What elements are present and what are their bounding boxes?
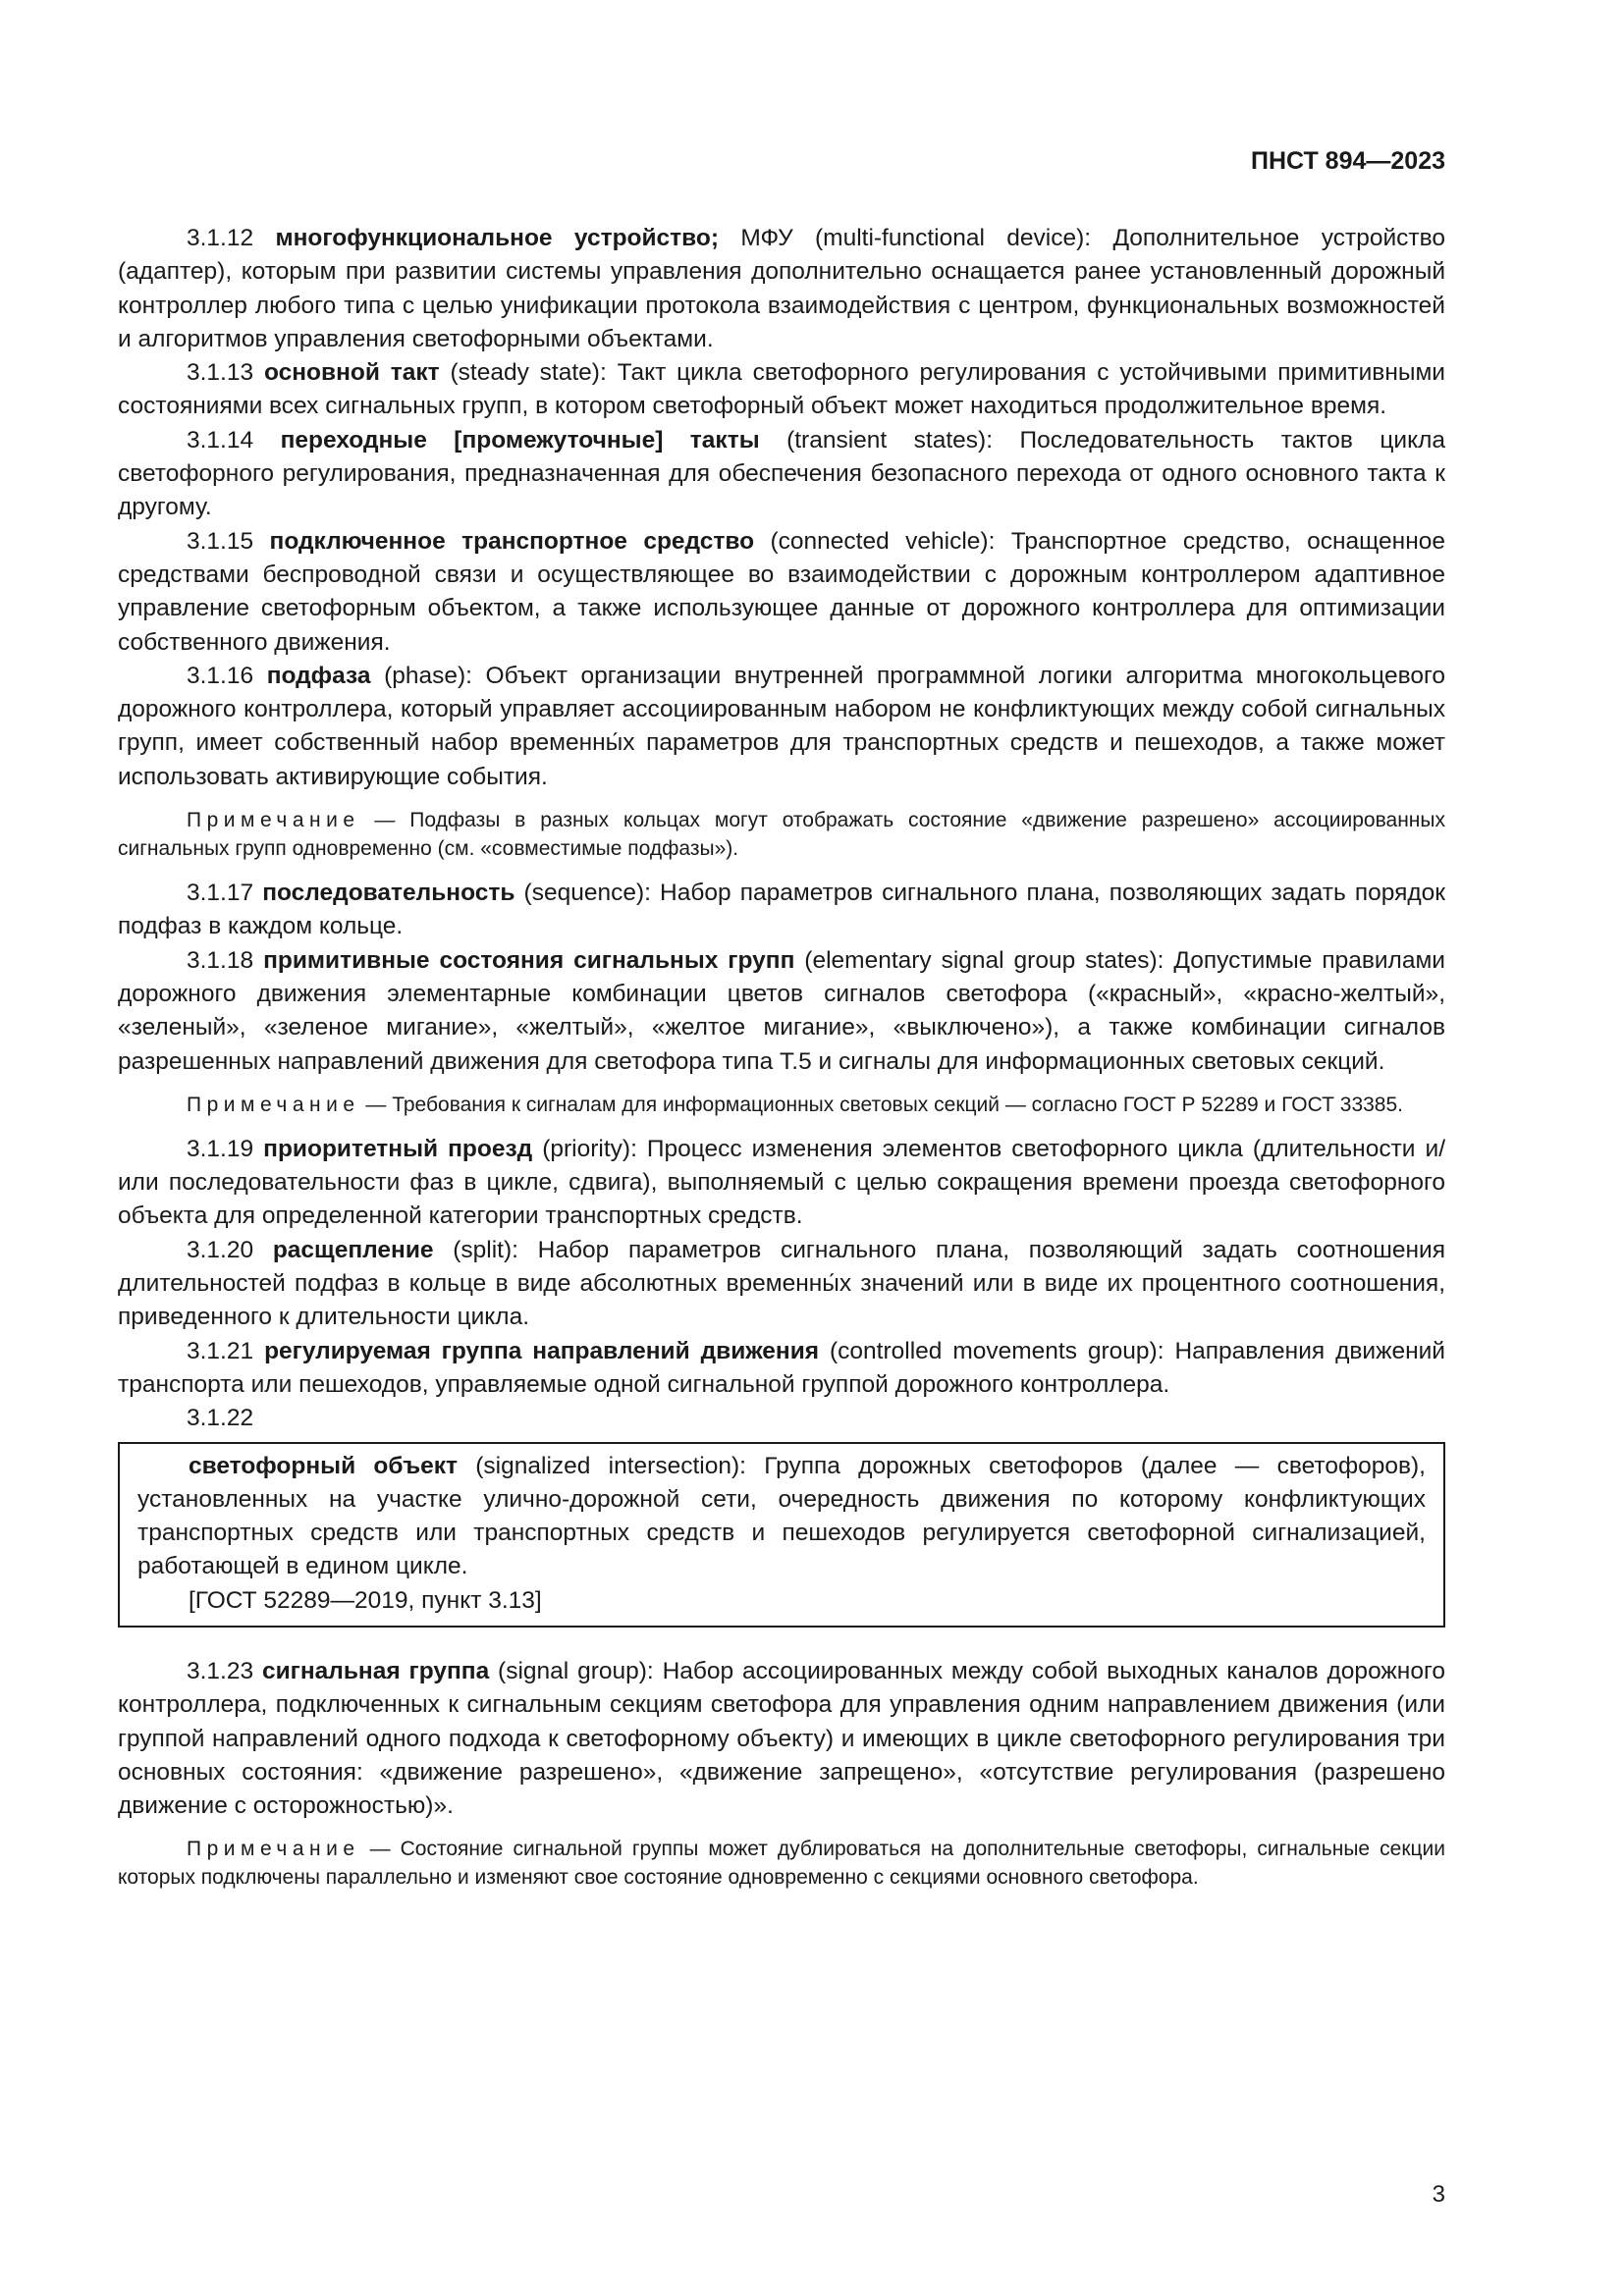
term-title: расщепление (272, 1236, 434, 1263)
note-signal-group (118, 1835, 1445, 1892)
term-definition: (controlled movements group): Направления движений транспорта или пешеходов, управляемые одной сигнальной группой дорожного контроллера. (118, 1337, 1445, 1398)
term-title: светофорный объект (189, 1452, 458, 1479)
term-number: 3.1.20 (187, 1236, 254, 1263)
definition-3-1-17 (118, 877, 1445, 944)
boxed-definition-3-1-22 (118, 1442, 1445, 1628)
term-number: 3.1.16 (187, 662, 254, 689)
definition-3-1-12 (118, 222, 1445, 356)
term-number: 3.1.18 (187, 946, 254, 974)
document-number: ПНСТ 894—2023 (1251, 147, 1445, 175)
definition-3-1-23 (118, 1655, 1445, 1823)
term-definition: (elementary signal group states): Допустимые правилами дорожного движения элементарные комбинации цветов сигналов светофора («красный», «красно-желтый», «зеленый», «зеленое мигание», «желтый», «желтое мигание», «выключено»), а также комбинации сигналов разрешенных направлений движения для светофора типа Т.5 и сигналы для информационных световых секций. (118, 946, 1445, 1075)
term-definition: (steady state): Такт цикла светофорного регулирования с устойчивыми примитивными состояниями всех сигнальных групп, в котором светофорный объект может находиться продолжительное время. (118, 359, 1445, 420)
note-subphases (118, 806, 1445, 863)
term-number: 3.1.22 (187, 1405, 254, 1432)
term-number: 3.1.21 (187, 1337, 254, 1364)
term-title: переходные [промежуточные] такты (280, 426, 760, 454)
term-number: 3.1.14 (187, 426, 254, 454)
term-number: 3.1.23 (187, 1657, 254, 1684)
term-definition: (split): Набор параметров сигнального плана, позволяющий задать соотношения длительностей подфаз в кольце в виде абсолютных временны́х значений или в виде их процентного соотношения, приведенного к длительности цикла. (118, 1236, 1445, 1331)
term-title: приоритетный проезд (263, 1135, 533, 1162)
term-title: сигнальная группа (261, 1657, 490, 1684)
term-definition: (signalized intersection): Группа дорожных светофоров (далее — светофоров), установленных на участке улично-дорожной сети, очередность движения по которому конфликтующих транспортных средств или транспортных средств и пешеходов регулируется светофорной сигнализацией, работающей в едином цикле. (137, 1452, 1426, 1580)
term-title: подфаза (266, 662, 371, 689)
term-definition: (connected vehicle): Транспортное средство, оснащенное средствами беспроводной связи и осуществляющее во взаимодействии с дорожным контроллером адаптивное управление светофорным объектом, а также использующее данные от дорожного контроллера для оптимизации собственного движения. (118, 527, 1445, 656)
note-text: — Требования к сигналам для информационных световых секций — согласно ГОСТ Р 52289 и ГОСТ 33385. (359, 1093, 1404, 1116)
term-definition: МФУ (multi-functional device): Дополнительное устройство (адаптер), которым при развитии системы управления дополнительно оснащается ранее установленный дорожный контроллер любого типа с целью унификации протокола взаимодействия с центром, функциональных возможностей и алгоритмов управления светофорными объектами. (118, 225, 1445, 352)
definition-source-reference: [ГОСТ 52289—2019, пункт 3.13] (189, 1586, 542, 1614)
definition-3-1-15 (118, 525, 1445, 660)
note-label: Примечание (187, 809, 360, 832)
term-definition: (signal group): Набор ассоциированных между собой выходных каналов дорожного контроллера, подключенных к сигнальным секциям светофора для управления одним направлением движения (или группой направлений одного подхода к светофорному объекту) и имеющих в цикле светофорного регулирования три основных состояния: «движение разрешено», «движение запрещено», «отсутствие регулирования (разрешено движение с осторожностью)». (118, 1657, 1445, 1820)
term-title: подключенное транспортное средство (269, 527, 755, 555)
term-definition: (sequence): Набор параметров сигнального плана, позволяющих задать порядок подфаз в каждом кольце. (118, 880, 1446, 940)
definition-3-1-22 (137, 1450, 1426, 1584)
definition-3-1-22-number (118, 1402, 1445, 1435)
note-text: — Подфазы в разных кольцах могут отображать состояние «движение разрешено» ассоциированных сигнальных групп одновременно (см. «совместимые подфазы»). (118, 809, 1445, 861)
term-title: основной такт (263, 359, 440, 387)
term-definition: (transient states): Последовательность тактов цикла светофорного регулирования, предназначенная для обеспечения безопасного перехода от одного основного такта к другому. (118, 426, 1446, 521)
note-text: — Состояние сигнальной группы может дублироваться на дополнительные светофоры, сигнальные секции которых подключены параллельно и изменяют свое состояние одновременно с секциями основного светофора. (118, 1838, 1445, 1890)
definition-3-1-20 (118, 1234, 1445, 1335)
term-definition: (phase): Объект организации внутренней программной логики алгоритма многокольцевого дорожного контроллера, который управляет ассоциированным набором не конфликтующих между собой сигнальных групп, имеет собственный набор временны́х параметров для транспортных средств и пешеходов, а также может использовать активирующие события. (118, 662, 1445, 790)
term-title: многофункциональное устройство; (275, 225, 720, 251)
definition-3-1-18 (118, 944, 1445, 1079)
term-title: последовательность (262, 880, 515, 907)
term-definition: (priority): Процесс изменения элементов светофорного цикла (длительности и/или последовательности фаз в цикле, сдвига), выполняемый с целью сокращения времени проезда светофорного объекта для определенной категории транспортных средств. (118, 1135, 1446, 1230)
definition-3-1-19 (118, 1133, 1445, 1234)
term-number: 3.1.15 (187, 527, 254, 555)
note-label: Примечание (187, 1838, 360, 1861)
term-number: 3.1.13 (187, 359, 254, 387)
definition-3-1-16 (118, 660, 1445, 794)
term-number: 3.1.17 (187, 880, 254, 907)
document-body (118, 222, 1445, 1905)
definition-3-1-13 (118, 356, 1445, 424)
note-info-sections (118, 1091, 1445, 1119)
term-number: 3.1.19 (187, 1135, 254, 1162)
definition-3-1-14 (118, 424, 1445, 525)
term-number: 3.1.12 (187, 225, 254, 251)
note-label: Примечание (187, 1093, 360, 1116)
definition-3-1-21 (118, 1335, 1445, 1403)
page-number: 3 (1432, 2181, 1445, 2208)
term-title: регулируемая группа направлений движения (264, 1337, 820, 1364)
term-title: примитивные состояния сигнальных групп (263, 946, 795, 974)
